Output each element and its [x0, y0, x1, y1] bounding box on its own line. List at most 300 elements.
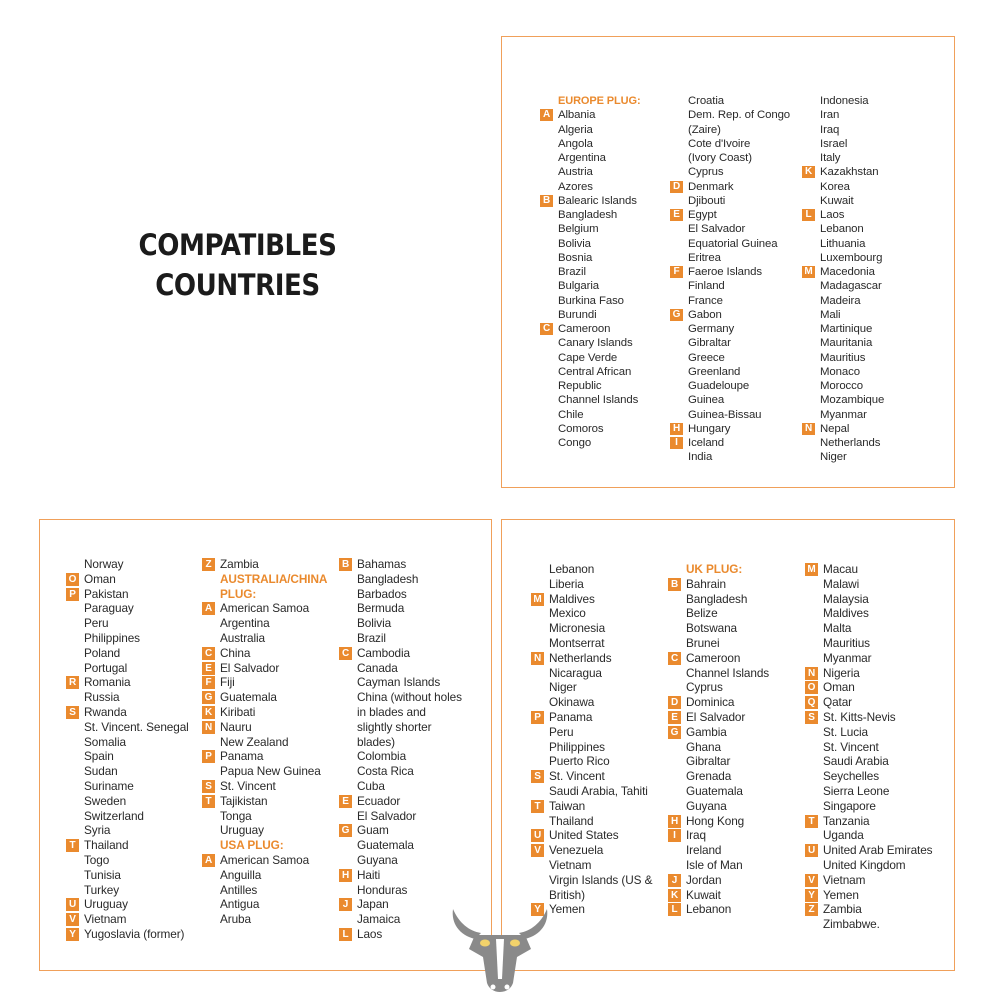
country-name: Faeroe Islands — [688, 266, 762, 278]
country-name: El Salvador — [686, 709, 746, 724]
country-item — [802, 422, 884, 436]
country-item — [670, 351, 790, 365]
country-item — [531, 725, 652, 740]
country-name: Cambodia — [357, 645, 410, 660]
country-name: Sierra Leone — [823, 783, 890, 798]
country-name: Virgin Islands (US & — [549, 872, 653, 887]
country-name: Balearic Islands — [558, 194, 637, 207]
letter-badge: H — [670, 423, 683, 435]
country-item — [531, 621, 652, 636]
country-item — [670, 408, 790, 422]
country-item — [339, 661, 462, 676]
country-item — [531, 636, 652, 651]
country-name: Montserrat — [549, 635, 605, 650]
country-name: Rwanda — [84, 704, 127, 719]
country-item — [531, 873, 652, 888]
country-name: Peru — [84, 616, 109, 631]
letter-badge: L — [802, 209, 815, 221]
country-item — [540, 165, 641, 179]
letter-badge: D — [668, 696, 681, 709]
plug-heading-text: AUSTRALIA/CHINA — [220, 571, 328, 586]
country-name: Belgium — [558, 223, 599, 236]
letter-badge: O — [66, 573, 79, 586]
country-name: Kazakhstan — [820, 166, 879, 179]
page-title — [100, 225, 375, 305]
letter-badge: I — [668, 829, 681, 842]
plug-heading-text: EUROPE PLUG: — [558, 95, 641, 107]
country-item — [66, 646, 189, 661]
country-name: Greece — [688, 351, 725, 364]
country-item — [66, 631, 189, 646]
country-item — [670, 222, 790, 236]
country-name: Mexico — [549, 606, 586, 621]
letter-badge: E — [668, 711, 681, 724]
country-name: Hong Kong — [686, 813, 745, 828]
country-item — [202, 601, 327, 616]
country-name: Venezuela — [549, 843, 604, 858]
letter-badge: S — [202, 780, 215, 793]
country-item — [339, 631, 462, 646]
letter-badge: E — [339, 795, 352, 808]
country-item — [670, 436, 790, 450]
country-name: Thailand — [549, 813, 594, 828]
country-item — [339, 720, 462, 735]
country-item — [802, 237, 884, 251]
country-name: Martinique — [820, 323, 873, 335]
country-name: Kiribati — [220, 704, 256, 719]
country-name: St. Vincent — [220, 778, 276, 793]
country-item — [66, 690, 189, 705]
country-item — [540, 123, 641, 137]
country-name: Central African — [558, 365, 632, 378]
country-item — [339, 764, 462, 779]
country-item — [339, 809, 462, 824]
country-item — [339, 838, 462, 853]
country-name: Cote d'Ivoire — [688, 137, 751, 150]
country-name: Okinawa — [549, 695, 595, 710]
country-item — [805, 725, 932, 740]
country-item — [339, 912, 462, 927]
country-name: Brazil — [357, 630, 386, 645]
country-item — [805, 888, 932, 903]
country-item — [668, 769, 769, 784]
letter-badge: J — [339, 898, 352, 911]
country-item — [670, 180, 790, 194]
country-item — [531, 799, 652, 814]
country-name: Romania — [84, 675, 131, 690]
country-item — [339, 572, 462, 587]
country-item — [670, 422, 790, 436]
country-item — [339, 601, 462, 616]
country-name: Gambia — [686, 724, 727, 739]
country-item — [668, 843, 769, 858]
country-item — [202, 749, 327, 764]
country-name: Azores — [558, 180, 593, 193]
country-name: Bahamas — [357, 557, 407, 571]
country-name: El Salvador — [220, 660, 280, 675]
country-name: Argentina — [558, 152, 606, 164]
right-horn — [519, 909, 547, 939]
country-name: New Zealand — [220, 734, 289, 749]
country-name: Burkina Faso — [558, 294, 624, 307]
country-name: United Kingdom — [823, 857, 906, 872]
plug-heading — [202, 838, 327, 853]
country-item — [668, 592, 769, 607]
country-item — [531, 784, 652, 799]
country-name: Tanzania — [823, 813, 870, 828]
country-name: Guam — [357, 823, 389, 838]
country-name: Costa Rica — [357, 764, 414, 779]
country-name: Austria — [558, 166, 593, 179]
country-item — [670, 294, 790, 308]
letter-badge: T — [805, 815, 818, 828]
country-name: Mali — [820, 308, 841, 321]
letter-badge: T — [202, 795, 215, 808]
country-name: Norway — [84, 557, 124, 571]
country-item — [670, 365, 790, 379]
country-item — [668, 710, 769, 725]
country-name: Israel — [820, 137, 848, 150]
country-item — [802, 222, 884, 236]
country-item — [531, 740, 652, 755]
country-item — [670, 208, 790, 222]
country-name: St. Kitts-Nevis — [823, 709, 896, 724]
country-name: Maldives — [549, 591, 595, 606]
country-name: Bolivia — [558, 237, 591, 250]
country-item — [670, 279, 790, 293]
country-item — [668, 754, 769, 769]
country-item — [339, 735, 462, 750]
country-column-2 — [670, 94, 790, 465]
country-name: British) — [549, 887, 585, 902]
country-name: Bangladesh — [357, 571, 419, 586]
country-name: Bulgaria — [558, 280, 599, 293]
country-item — [805, 828, 932, 843]
country-name: Kuwait — [820, 194, 854, 207]
letter-badge: G — [670, 309, 683, 321]
country-name: Guinea-Bissau — [688, 408, 762, 421]
country-name: El Salvador — [688, 223, 746, 236]
country-name: Poland — [84, 645, 121, 660]
country-name: Lithuania — [820, 237, 866, 250]
country-name: Channel Islands — [686, 665, 770, 680]
country-item — [802, 208, 884, 222]
country-name: Italy — [820, 152, 841, 164]
country-name: Chile — [558, 408, 584, 421]
country-name: Cameroon — [686, 650, 741, 665]
country-item — [339, 794, 462, 809]
country-name: Zimbabwe. — [823, 917, 880, 932]
title-line-1: COMPATIBLES — [138, 228, 337, 262]
letter-badge: R — [66, 676, 79, 689]
country-name: Kuwait — [686, 887, 721, 902]
country-item — [540, 151, 641, 165]
country-item — [540, 336, 641, 350]
country-name: Oman — [823, 680, 855, 695]
country-name: Channel Islands — [558, 394, 639, 407]
country-item — [202, 735, 327, 750]
country-name: Cayman Islands — [357, 675, 441, 690]
country-item — [805, 636, 932, 651]
letter-badge: L — [668, 903, 681, 916]
country-item — [540, 222, 641, 236]
country-item — [668, 740, 769, 755]
country-name: Monaco — [820, 365, 860, 378]
country-column-3 — [805, 562, 932, 932]
country-item — [802, 251, 884, 265]
country-item — [670, 137, 790, 151]
country-item — [66, 927, 189, 942]
letter-badge: M — [531, 593, 544, 606]
letter-badge: T — [66, 839, 79, 852]
country-name: Vietnam — [549, 857, 592, 872]
country-item — [670, 450, 790, 464]
country-item — [66, 809, 189, 824]
country-name: Zambia — [823, 902, 862, 917]
country-item — [805, 651, 932, 666]
country-item — [339, 883, 462, 898]
country-name: Bahrain — [686, 576, 726, 591]
letter-badge: U — [805, 844, 818, 857]
country-item — [668, 725, 769, 740]
letter-badge: B — [540, 195, 553, 207]
country-name: Korea — [820, 180, 850, 193]
country-item — [66, 572, 189, 587]
country-item — [531, 888, 652, 903]
country-name: Togo — [84, 852, 110, 867]
country-name: Republic — [558, 380, 602, 392]
country-item — [202, 912, 327, 927]
letter-badge: V — [805, 874, 818, 887]
country-name: Vietnam — [84, 912, 127, 927]
letter-badge: G — [668, 726, 681, 739]
letter-badge: P — [66, 588, 79, 601]
left-nostril — [491, 985, 496, 990]
country-item — [802, 151, 884, 165]
country-item — [802, 123, 884, 137]
country-item — [66, 779, 189, 794]
country-item — [202, 897, 327, 912]
country-name: Aruba — [220, 912, 251, 927]
country-name: blades) — [357, 734, 395, 749]
letter-badge: M — [802, 266, 815, 278]
country-item — [805, 606, 932, 621]
country-name: Iraq — [686, 828, 706, 843]
country-item — [66, 720, 189, 735]
letter-badge: S — [66, 706, 79, 719]
letter-badge: N — [805, 667, 818, 680]
country-name: Mauritius — [820, 351, 866, 364]
country-name: Taiwan — [549, 798, 586, 813]
country-item — [540, 379, 641, 393]
country-name: Yugoslavia (former) — [84, 926, 185, 941]
country-item — [802, 165, 884, 179]
country-item — [668, 784, 769, 799]
country-column-2 — [668, 562, 769, 917]
country-item — [540, 436, 641, 450]
country-item — [540, 393, 641, 407]
country-column-3 — [339, 557, 462, 942]
plug-heading — [202, 572, 327, 587]
country-item — [805, 843, 932, 858]
country-name: Gibraltar — [686, 754, 731, 769]
country-item — [805, 695, 932, 710]
country-item — [805, 592, 932, 607]
country-item — [540, 294, 641, 308]
country-item — [66, 794, 189, 809]
country-item — [531, 858, 652, 873]
country-name: United Arab Emirates — [823, 843, 933, 858]
left-eye — [480, 940, 490, 947]
country-name: France — [688, 294, 723, 307]
country-item — [802, 408, 884, 422]
country-name: Greenland — [688, 365, 741, 378]
country-item — [805, 814, 932, 829]
letter-badge: P — [531, 711, 544, 724]
country-name: Sudan — [84, 764, 118, 779]
country-name: Cuba — [357, 778, 385, 793]
country-item — [202, 794, 327, 809]
country-name: St. Lucia — [823, 724, 869, 739]
country-name: Yemen — [823, 887, 859, 902]
letter-badge: M — [805, 563, 818, 576]
country-name: Laos — [357, 926, 383, 941]
country-name: Singapore — [823, 798, 876, 813]
country-name: Syria — [84, 823, 111, 838]
bull-head-icon — [445, 905, 555, 1000]
country-name: Belize — [686, 606, 718, 621]
country-name: Honduras — [357, 882, 408, 897]
country-name: Ireland — [686, 843, 722, 858]
country-name: Angola — [558, 137, 593, 150]
country-column-1 — [66, 557, 189, 942]
country-item — [202, 868, 327, 883]
country-item — [670, 108, 790, 122]
letter-badge: N — [202, 721, 215, 734]
country-name: Algeria — [558, 123, 593, 136]
country-name: Djibouti — [688, 194, 726, 207]
country-column-1 — [531, 562, 652, 917]
country-name: in blades and — [357, 704, 426, 719]
country-item — [202, 631, 327, 646]
country-name: Mozambique — [820, 394, 885, 407]
country-name: Jamaica — [357, 912, 401, 927]
country-name: Canary Islands — [558, 337, 633, 350]
country-name: American Samoa — [220, 601, 310, 616]
country-item — [670, 165, 790, 179]
country-item — [668, 666, 769, 681]
country-name: Bangladesh — [686, 591, 748, 606]
country-item — [802, 322, 884, 336]
country-item — [802, 308, 884, 322]
country-name: Japan — [357, 897, 389, 912]
country-item — [540, 351, 641, 365]
country-item — [668, 873, 769, 888]
country-name: Lebanon — [820, 223, 864, 236]
country-name: (Zaire) — [688, 123, 721, 136]
letter-badge: L — [339, 928, 352, 941]
country-name: Saudi Arabia — [823, 754, 889, 769]
country-name: Anguilla — [220, 867, 262, 882]
country-item — [668, 577, 769, 592]
letter-badge: Z — [202, 558, 215, 571]
country-item — [805, 858, 932, 873]
letter-badge: B — [339, 558, 352, 571]
letter-badge: U — [531, 829, 544, 842]
country-item — [66, 749, 189, 764]
country-name: Luxembourg — [820, 251, 883, 264]
letter-badge: U — [66, 898, 79, 911]
country-name: Mauritius — [823, 635, 870, 650]
country-name: Oman — [84, 571, 116, 586]
country-name: Lebanon — [549, 562, 595, 576]
country-name: Bosnia — [558, 251, 593, 264]
country-name: Barbados — [357, 586, 407, 601]
country-name: Somalia — [84, 734, 126, 749]
country-item — [540, 422, 641, 436]
country-name: Philippines — [549, 739, 605, 754]
country-item — [202, 853, 327, 868]
letter-badge: K — [802, 166, 815, 178]
country-name: Uganda — [823, 828, 864, 843]
country-name: Croatia — [688, 95, 725, 107]
country-item — [66, 705, 189, 720]
country-name: Bolivia — [357, 616, 392, 631]
country-item — [670, 322, 790, 336]
country-name: Iran — [820, 109, 840, 122]
country-name: Guatemala — [686, 783, 743, 798]
country-name: China (without holes — [357, 690, 462, 705]
country-item — [805, 902, 932, 917]
country-name: Saudi Arabia, Tahiti — [549, 783, 648, 798]
country-item — [802, 194, 884, 208]
country-item — [531, 577, 652, 592]
right-eye — [510, 940, 520, 947]
europe-plug-panel — [501, 36, 955, 488]
uk-plug-panel — [501, 519, 955, 971]
country-item — [802, 365, 884, 379]
country-item — [802, 379, 884, 393]
plug-heading — [668, 562, 769, 577]
country-item — [540, 237, 641, 251]
country-name: Myanmar — [823, 650, 872, 665]
australia-usa-plug-panel — [39, 519, 492, 971]
country-name: Brunei — [686, 635, 720, 650]
country-item — [202, 823, 327, 838]
letter-badge: Y — [66, 928, 79, 941]
country-name: Thailand — [84, 838, 129, 853]
letter-badge: S — [531, 770, 544, 783]
country-item — [805, 917, 932, 932]
country-item — [531, 710, 652, 725]
country-item — [531, 562, 652, 577]
country-item — [802, 108, 884, 122]
country-name: Malta — [823, 621, 852, 636]
country-item — [670, 237, 790, 251]
letter-badge: A — [540, 109, 553, 121]
country-name: Bangladesh — [558, 209, 618, 221]
plug-heading-text: PLUG: — [220, 586, 257, 601]
country-name: Turkey — [84, 882, 120, 897]
country-item — [670, 379, 790, 393]
country-name: China — [220, 645, 251, 660]
country-item — [66, 616, 189, 631]
country-item — [202, 675, 327, 690]
country-item — [805, 784, 932, 799]
country-item — [202, 720, 327, 735]
country-name: Canada — [357, 660, 398, 675]
letter-badge: Q — [805, 696, 818, 709]
